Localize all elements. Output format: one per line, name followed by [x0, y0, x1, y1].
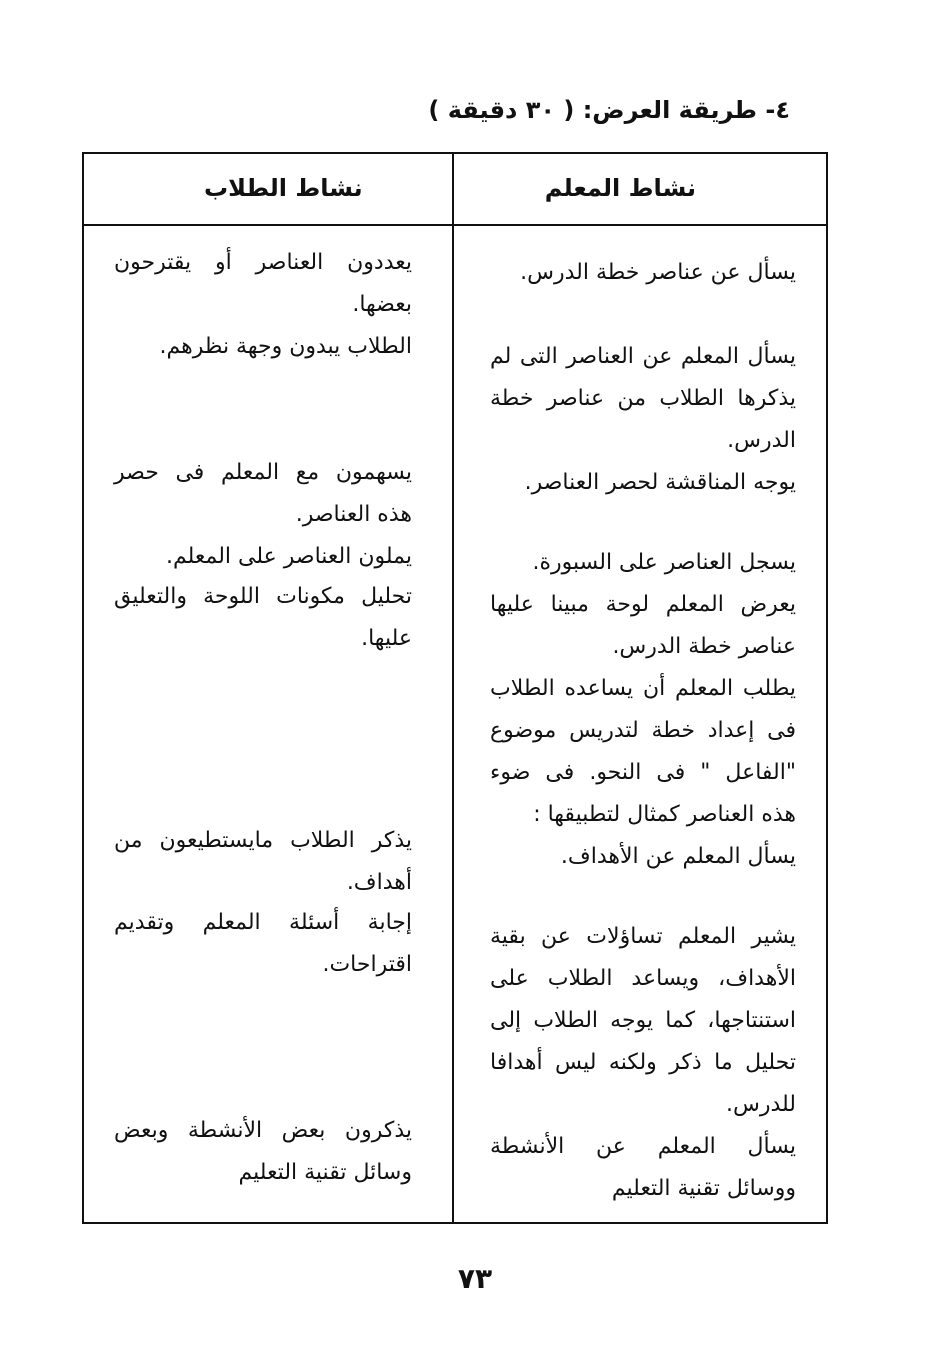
teacher-activity-item: يعرض المعلم لوحة مبينا عليها عناصر خطة الدرس. [490, 592, 796, 659]
student-activity-item: يعددون العناصر أو يقترحون بعضها. [114, 250, 412, 317]
teacher-activity-item: يشير المعلم تساؤلات عن بقية الأهداف، ويساعد الطلاب على استنتاجها، كما يوجه الطلاب إلى تحليل ما ذكر ولكنه ليس أهدافا للدرس. [490, 924, 796, 1117]
student-activity-item: الطلاب يبدون وجهة نظرهم. [159, 334, 412, 359]
column-divider [452, 154, 454, 1222]
teacher-activity-item: يسأل عن عناصر خطة الدرس. [520, 260, 796, 285]
student-activity-item: تحليل مكونات اللوحة والتعليق عليها. [114, 584, 412, 651]
student-activity-item: يذكرون بعض الأنشطة وبعض وسائل تقنية التعليم [114, 1118, 412, 1185]
teacher-activity-item: يسأل المعلم عن العناصر التى لم يذكرها الطلاب من عناصر خطة الدرس. [490, 344, 796, 453]
teacher-activity-item: يسجل العناصر على السبورة. [532, 550, 796, 575]
header-student-activity: نشاط الطلاب [204, 174, 363, 202]
teacher-activity-item: يسأل المعلم عن الأنشطة ووسائل تقنية التعليم [490, 1134, 796, 1201]
teacher-activity-item: يوجه المناقشة لحصر العناصر. [524, 470, 796, 495]
teacher-activity-item: يسأل المعلم عن الأهداف. [560, 844, 796, 869]
student-activity-item: يذكر الطلاب مايستطيعون من أهداف. [114, 828, 412, 895]
student-activity-item: يملون العناصر على المعلم. [165, 544, 412, 569]
student-activity-item: إجابة أسئلة المعلم وتقديم اقتراحات. [114, 910, 412, 977]
header-teacher-activity: نشاط المعلم [544, 174, 696, 202]
activity-table [82, 152, 828, 1224]
student-activity-column [84, 226, 452, 1222]
page-number: ٧٣ [457, 1262, 493, 1295]
section-heading: ٤- طريقة العرض: ( ٣٠ دقيقة ) [428, 96, 790, 124]
student-activity-item: يسهمون مع المعلم فى حصر هذه العناصر. [114, 460, 412, 527]
teacher-activity-item: يطلب المعلم أن يساعده الطلاب فى إعداد خطة لتدريس موضوع "الفاعل " فى النحو. فى ضوء هذه العناصر كمثال لتطبيقها : [490, 676, 796, 827]
teacher-activity-column [460, 226, 826, 1222]
